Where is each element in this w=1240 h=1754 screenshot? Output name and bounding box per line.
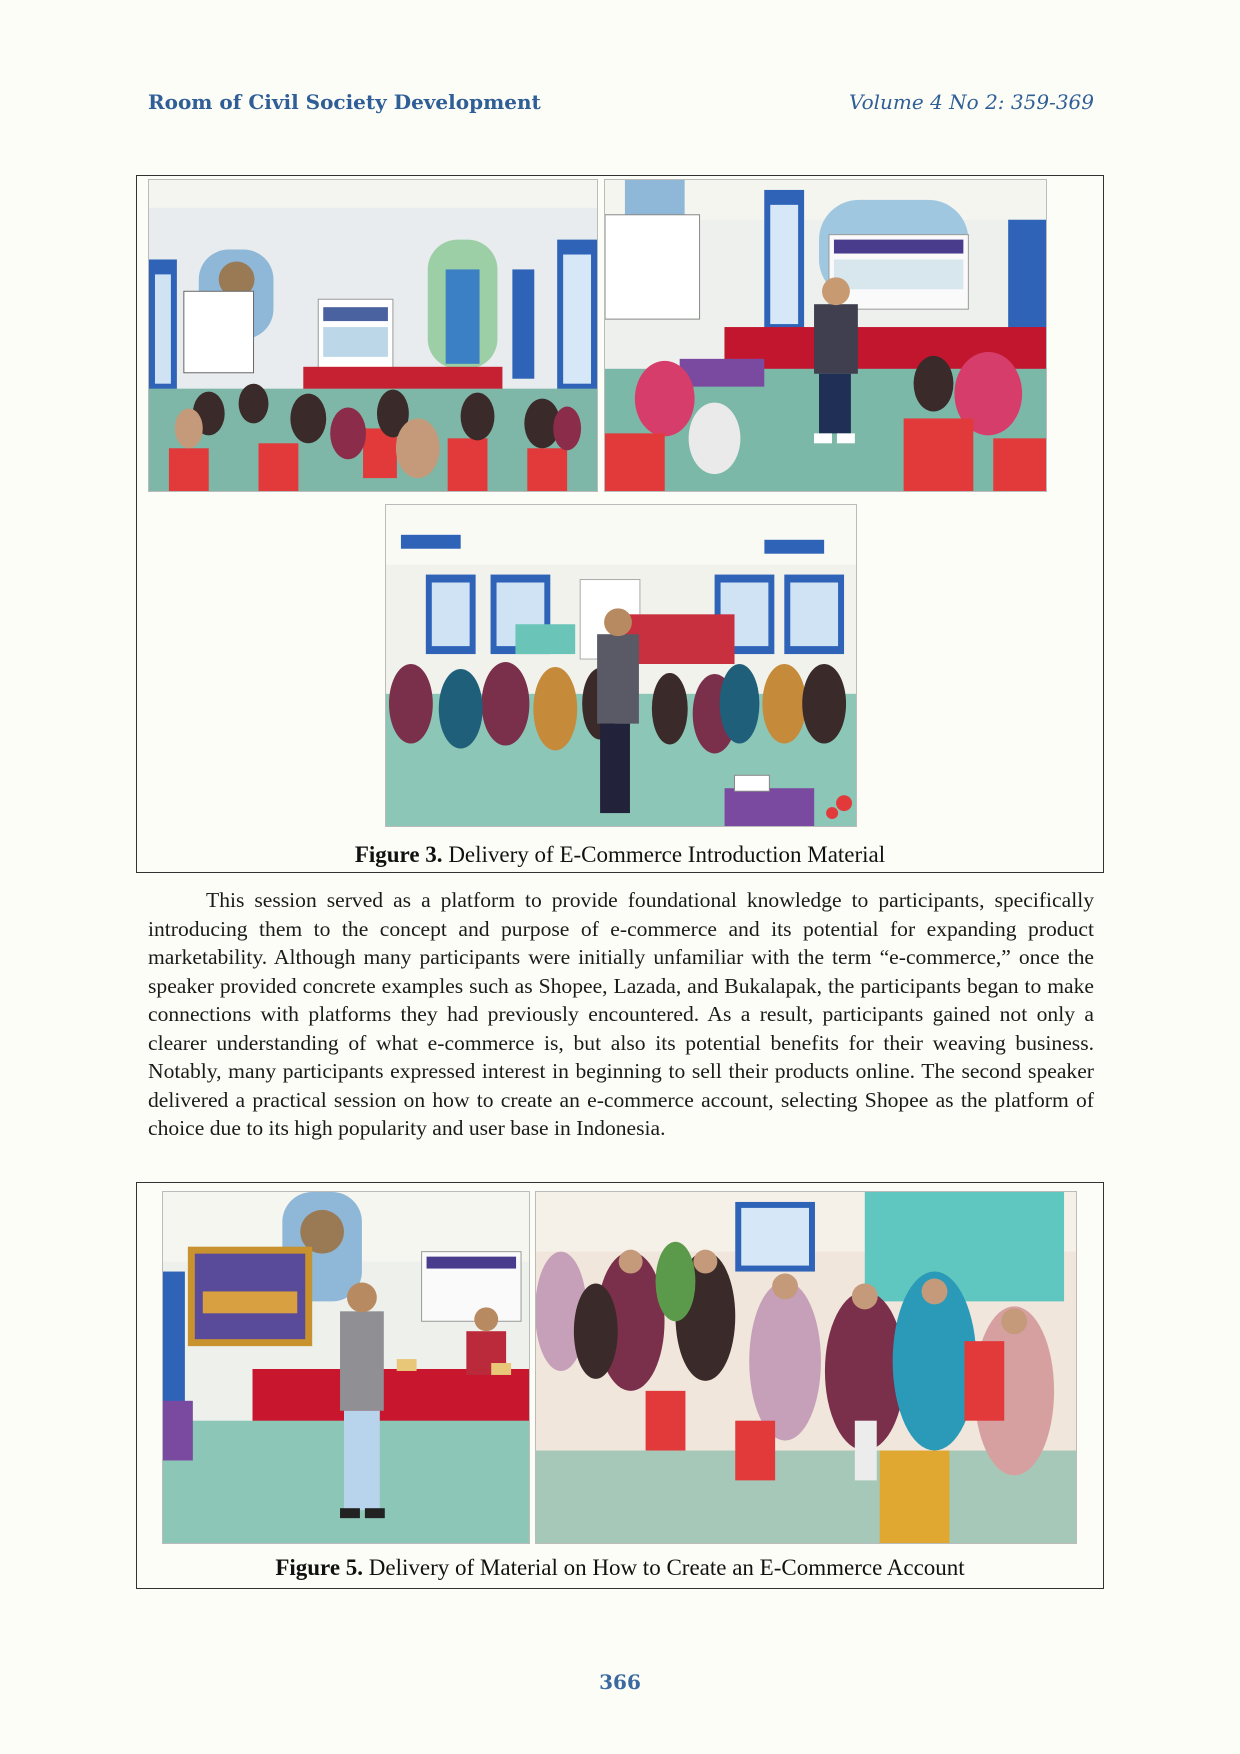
figure-3-caption [137,842,1103,868]
figure-5-caption-text: Delivery of Material on How to Create an E-Commerce Account [363,1555,965,1580]
figure-5-label: Figure 5. [275,1555,364,1580]
body-text [148,886,1094,1143]
journal-title: Room of Civil Society Development [148,90,541,114]
body-paragraph: This session served as a platform to provide foundational knowledge to participants, specifically introducing them to the concept and purpose of e-commerce and its potential for expanding product marketability. Although many participants were initially unfamiliar with the term “e-commerce,” once the speaker provided concrete examples such as Shopee, Lazada, and Bukalapak, the participants began to make connections with platforms they had previously encountered. As a result, participants gained not only a clearer understanding of what e-commerce is, but also its potential benefits for their weaving business. Notably, many participants expressed interest in beginning to sell their products online. The second speaker delivered a practical session on how to create an e-commerce account, selecting Shopee as the platform of choice due to its high popularity and user base in Indonesia. [148,888,1094,1140]
figure-3-box [136,175,1104,873]
figure-5-caption [137,1555,1103,1581]
figure-3-caption-text: Delivery of E-Commerce Introduction Material [442,842,886,867]
figure-3-photo-speaker [604,179,1047,492]
figure-3-label: Figure 3. [354,842,443,867]
page-number: 366 [599,1670,641,1694]
figure-5-photo-speaker [162,1191,530,1544]
figure-3-photo-participants [385,504,857,827]
running-head [148,90,1094,118]
volume-info: Volume 4 No 2: 359-369 [849,90,1094,114]
figure-5-box [136,1182,1104,1589]
figure-5-photo-participants [535,1191,1077,1544]
figure-3-photo-hall-audience [148,179,598,492]
